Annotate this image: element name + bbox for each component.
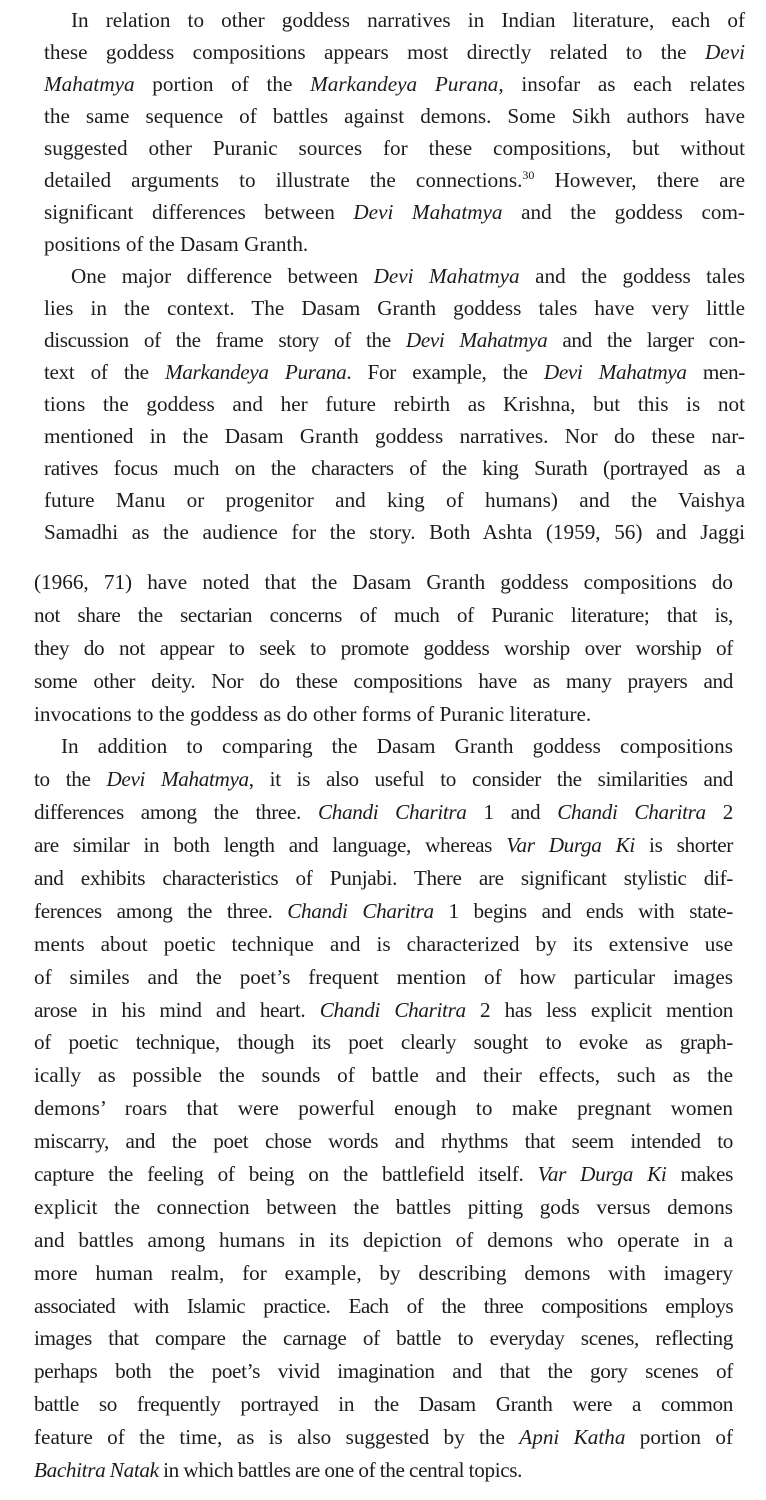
text-run: in which battles are one of the central topics. — [158, 1458, 523, 1483]
text-run: , it is also useful to consider the similarities and — [248, 767, 733, 792]
text-line — [34, 928, 733, 961]
text-run: Samadhi as the audience for the story. Both Ashta (1959, 56) and Jaggi — [44, 520, 745, 544]
text-line — [34, 1026, 733, 1059]
text-line — [44, 388, 745, 420]
text-run: (1966, 71) have noted that the Dasam Granth goddess compositions do — [34, 570, 733, 594]
text-line — [44, 228, 745, 260]
text-run: and the goddess com- — [502, 200, 745, 224]
text-run: future Manu or progenitor and king of humans) and the Vaishya — [44, 488, 745, 512]
text-line — [34, 1421, 733, 1454]
text-line — [44, 36, 745, 68]
text-run: lies in the context. The Dasam Granth goddess tales have very little — [44, 296, 745, 320]
text-line — [34, 1059, 733, 1092]
text-run: ferences among the three. — [34, 898, 288, 923]
text-line — [44, 100, 745, 132]
paragraph — [34, 730, 733, 1486]
paragraph — [44, 260, 745, 548]
italic-title: Chandi Charitra — [287, 898, 434, 923]
text-line — [34, 566, 733, 599]
text-line — [34, 698, 733, 731]
text-line — [44, 260, 745, 292]
text-run: of poetic technique, though its poet clearly sought to evoke as graph- — [34, 1030, 733, 1055]
text-run: 2 has less explicit mention — [465, 997, 733, 1022]
text-run: not share the sectarian concerns of much of Puranic literature; that is, — [34, 602, 733, 627]
text-run: ments about poetic technique and is characterized by its extensive use — [34, 931, 733, 956]
paragraph — [44, 4, 745, 260]
text-run: discussion of the frame story of the — [44, 328, 406, 352]
italic-title: Devi Mahatmya — [373, 264, 520, 288]
italic-title: Var Durga Ki — [506, 833, 635, 858]
text-run: mentioned in the Dasam Granth goddess narratives. Nor do these nar- — [44, 424, 745, 448]
text-run: portion of the — [134, 72, 311, 96]
text-line — [34, 1322, 733, 1355]
text-line — [34, 1355, 733, 1388]
text-line — [34, 1158, 733, 1191]
text-line — [34, 1092, 733, 1125]
italic-title: Bachitra Natak — [34, 1458, 159, 1483]
text-run: is shorter — [634, 833, 733, 858]
text-line — [44, 292, 745, 324]
text-run: ically as possible the sounds of battle and their effects, such as the — [34, 1063, 733, 1088]
text-run: In relation to other goddess narratives in Indian literature, each of — [71, 8, 745, 32]
italic-title: Chandi Charitra — [319, 997, 466, 1022]
italic-title: Markandeya Purana — [310, 72, 499, 96]
text-run: capture the feeling of being on the battlefield itself. — [34, 1162, 538, 1187]
text-run: these goddess compositions appears most directly related to the — [44, 40, 705, 64]
text-run: makes — [666, 1162, 733, 1187]
text-run: miscarry, and the poet chose words and rhythms that seem intended to — [34, 1129, 733, 1154]
text-run: and exhibits characteristics of Punjabi. There are significant stylistic dif- — [34, 866, 733, 891]
italic-title: Devi Mahatmya — [106, 767, 249, 792]
text-run: to the — [34, 767, 107, 792]
text-run: battle so frequently portrayed in the Dasam Granth were a common — [34, 1392, 733, 1417]
text-run: . For example, the — [346, 360, 544, 384]
text-line — [44, 164, 745, 196]
italic-title: Devi Mahatmya — [543, 360, 687, 384]
italic-title: Markandeya Purana — [165, 360, 347, 384]
text-run: perhaps both the poet’s vivid imagination and that the gory scenes of — [34, 1359, 733, 1384]
text-line — [34, 1290, 733, 1323]
text-line — [34, 1257, 733, 1290]
text-section-upper — [44, 4, 745, 548]
text-run: they do not appear to seek to promote goddess worship over worship of — [34, 635, 733, 660]
text-line — [44, 452, 745, 484]
text-run: , insofar as each relates — [498, 72, 745, 96]
text-line — [44, 420, 745, 452]
text-run: detailed arguments to illustrate the connections. — [44, 168, 523, 192]
text-line — [44, 516, 745, 548]
text-run: and battles among humans in its depiction of demons who operate in a — [34, 1227, 733, 1252]
text-run: suggested other Puranic sources for these compositions, but without — [44, 136, 745, 160]
paragraph — [34, 566, 733, 730]
text-run: text of the — [44, 360, 165, 384]
text-run: explicit the connection between the battles pitting gods versus demons — [34, 1194, 733, 1219]
text-line — [44, 68, 745, 100]
text-run: and the larger con- — [547, 328, 746, 352]
text-line — [34, 829, 733, 862]
text-run: the same sequence of battles against demons. Some Sikh authors have — [44, 104, 745, 128]
text-run: demons’ roars that were powerful enough to make pregnant women — [34, 1096, 733, 1121]
italic-title: Devi — [705, 40, 745, 64]
text-line — [34, 1125, 733, 1158]
text-run: arose in his mind and heart. — [34, 997, 320, 1022]
text-run: 1 and — [466, 800, 558, 825]
text-line — [34, 796, 733, 829]
text-run: images that compare the carnage of battle to everyday scenes, reflecting — [34, 1326, 733, 1351]
text-line — [34, 1454, 733, 1487]
italic-title: Chandi Charitra — [557, 800, 706, 825]
text-line — [34, 632, 733, 665]
text-line — [34, 1224, 733, 1257]
italic-title: Mahatmya — [44, 72, 135, 96]
text-line — [44, 324, 745, 356]
text-line — [44, 4, 745, 36]
text-line — [34, 1191, 733, 1224]
text-line — [34, 895, 733, 928]
italic-title: Devi Mahatmya — [353, 200, 503, 224]
italic-title: Apni Katha — [519, 1425, 626, 1450]
text-section-lower — [34, 566, 733, 1487]
text-run: associated with Islamic practice. Each of the three compositions employs — [34, 1293, 733, 1318]
text-run: are similar in both length and language, whereas — [34, 833, 507, 858]
text-line — [34, 1388, 733, 1421]
text-line — [34, 961, 733, 994]
text-run: differences among the three. — [34, 800, 318, 825]
text-line — [34, 665, 733, 698]
text-run: more human realm, for example, by describing demons with imagery — [34, 1260, 733, 1285]
footnote-marker: 30 — [522, 168, 535, 182]
text-run: portion of — [625, 1425, 733, 1450]
text-line — [34, 994, 733, 1027]
text-line — [44, 196, 745, 228]
italic-title: Var Durga Ki — [537, 1162, 667, 1187]
text-line — [34, 862, 733, 895]
text-run: However, there are — [534, 168, 745, 192]
text-line — [34, 730, 733, 763]
text-run: men- — [686, 360, 745, 384]
text-line — [34, 763, 733, 796]
text-line — [34, 599, 733, 632]
italic-title: Chandi Charitra — [317, 800, 467, 825]
text-run: ratives focus much on the characters of the king Surath (portrayed as a — [44, 456, 745, 480]
text-run: of similes and the poet’s frequent mention of how particular images — [34, 964, 733, 989]
text-run: One major difference between — [71, 264, 374, 288]
text-run: positions of the Dasam Granth. — [44, 232, 309, 256]
text-run: feature of the time, as is also suggested by the — [34, 1425, 520, 1450]
text-run: some other deity. Nor do these compositions have as many prayers and — [34, 668, 733, 693]
text-run: significant differences between — [44, 200, 354, 224]
text-line — [44, 484, 745, 516]
text-run: tions the goddess and her future rebirth as Krishna, but this is not — [44, 392, 745, 416]
text-run: In addition to comparing the Dasam Granth goddess compositions — [61, 734, 733, 759]
text-run: 2 — [705, 800, 733, 825]
text-run: and the goddess tales — [519, 264, 745, 288]
text-run: 1 begins and ends with state- — [433, 898, 733, 923]
text-line — [44, 132, 745, 164]
text-line — [44, 356, 745, 388]
italic-title: Devi Mahatmya — [405, 328, 548, 352]
text-run: invocations to the goddess as do other forms of Puranic literature. — [34, 701, 592, 726]
